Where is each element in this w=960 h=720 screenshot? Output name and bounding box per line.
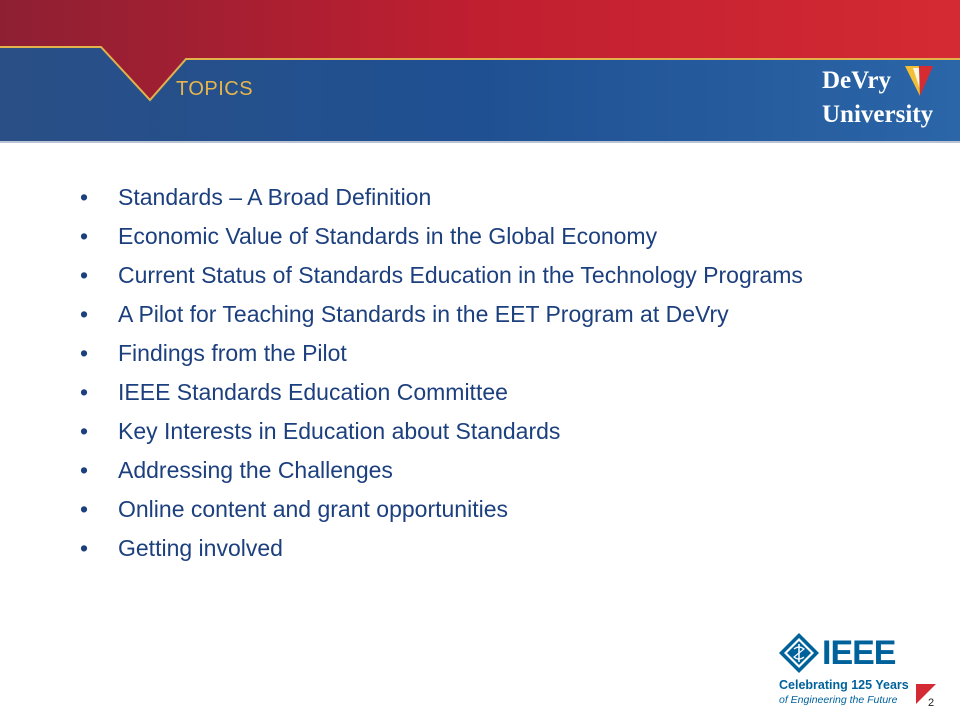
bullet-marker: • [80,535,89,561]
header-background [0,0,960,143]
list-item-text: Economic Value of Standards in the Global Economy [118,223,658,249]
logo-text-line2: University [822,101,934,128]
slide-header-band [0,0,960,143]
list-item-text: Standards – A Broad Definition [118,184,432,210]
list-item [80,303,880,326]
list-item [80,342,880,365]
list-item-text: Online content and grant opportunities [118,496,508,522]
list-item [80,459,880,482]
bullet-marker: • [80,301,89,327]
bullet-marker: • [80,340,89,366]
devry-university-logo [822,68,942,132]
ieee-tagline: Celebrating 125 Years [779,678,909,692]
ieee-kite-icon [778,632,820,674]
topics-list [80,186,880,576]
bullet-marker: • [80,223,89,249]
ieee-logo [776,630,909,710]
bullet-marker: • [80,379,89,405]
slide-title: TOPICS [176,78,254,100]
list-item [80,498,880,521]
page-number: 2 [928,697,935,709]
ieee-logo-text: IEEE [822,634,896,672]
ieee-tagline-sub: of Engineering the Future [779,694,898,706]
bullet-marker: • [80,262,89,288]
bullet-marker: • [80,496,89,522]
bullet-marker: • [80,184,89,210]
list-item-text: Findings from the Pilot [118,340,347,366]
list-item-text: A Pilot for Teaching Standards in the EET Program at DeVry [118,301,729,327]
list-item [80,225,880,248]
list-item-text: Current Status of Standards Education in the Technology Programs [118,262,803,288]
list-item [80,186,880,209]
list-item-text: Addressing the Challenges [118,457,393,483]
list-item-text: Key Interests in Education about Standards [118,418,561,444]
list-item-text: IEEE Standards Education Committee [118,379,508,405]
list-item [80,420,880,443]
bullet-marker: • [80,418,89,444]
list-item [80,264,880,287]
logo-text-line1: DeVry [822,67,891,94]
devry-v-icon [905,66,935,98]
list-item [80,381,880,404]
list-item [80,537,880,560]
bullet-marker: • [80,457,89,483]
list-item-text: Getting involved [118,535,283,561]
